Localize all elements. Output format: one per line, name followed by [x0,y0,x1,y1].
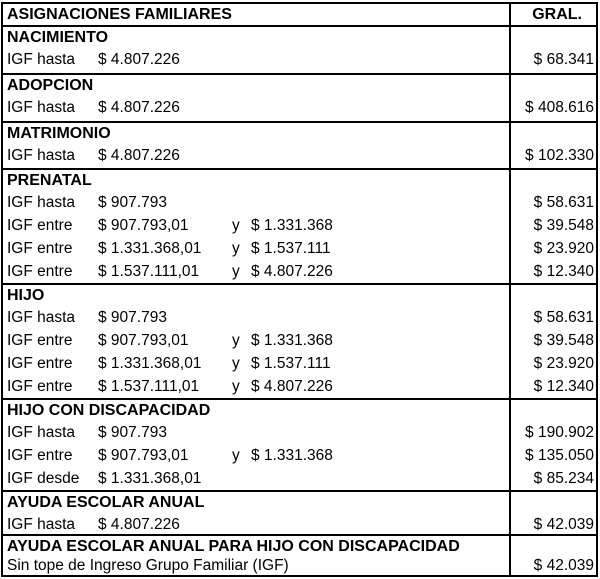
section-label: ADOPCION [7,76,94,94]
row-value-to: $ 1.331.368 [251,447,333,465]
row-label: IGF hasta [7,309,76,327]
row-amount: $ 39.548 [533,332,594,350]
row-value-from: $ 1.331.368,01 [98,469,202,487]
row-label: IGF entre [7,262,73,280]
row-amount: $ 12.340 [533,262,594,280]
row-value-from: $ 4.807.226 [98,147,180,165]
section-label: MATRIMONIO [7,124,111,142]
row-label: IGF hasta [7,194,76,212]
row-amount: $ 102.330 [525,147,594,165]
row-label: IGF entre [7,377,73,395]
row-value-to: $ 1.537.111 [251,239,331,257]
row-label: IGF entre [7,354,73,372]
row-connector: y [232,262,240,280]
row-value-to: $ 1.331.368 [251,217,333,235]
row-value-from: $ 4.807.226 [98,51,180,69]
asignaciones-table [1,2,598,577]
row-value-to: $ 4.807.226 [251,377,333,395]
row-value-from: $ 907.793 [98,309,167,327]
section-label: HIJO [7,286,45,304]
row-amount: $ 408.616 [525,99,594,117]
row-label: IGF desde [7,469,80,487]
row-amount: $ 39.548 [533,217,594,235]
row-amount: $ 42.039 [533,516,594,534]
row-value-to: $ 1.331.368 [251,332,333,350]
row-connector: y [232,447,240,465]
row-value-from: $ 1.537.111,01 [98,262,200,280]
section-divider [3,168,596,170]
row-value-from: $ 907.793,01 [98,447,189,465]
row-amount: $ 135.050 [525,447,594,465]
row-amount: $ 58.631 [533,194,594,212]
row-value-from: $ 4.807.226 [98,99,180,117]
row-value-from: $ 4.807.226 [98,516,180,534]
row-value-from: $ 907.793 [98,194,167,212]
section-label: AYUDA ESCOLAR ANUAL [7,493,205,511]
row-value-from: $ 907.793,01 [98,332,189,350]
row-label: Sin tope de Ingreso Grupo Familiar (IGF) [7,557,289,575]
row-connector: y [232,217,240,235]
row-amount: $ 23.920 [533,354,594,372]
row-amount: $ 58.631 [533,309,594,327]
row-value-from: $ 1.537.111,01 [98,377,200,395]
section-label: HIJO CON DISCAPACIDAD [7,401,211,419]
row-value-to: $ 1.537.111 [251,354,331,372]
section-label: AYUDA ESCOLAR ANUAL PARA HIJO CON DISCAPACIDAD [7,537,460,555]
row-label: IGF hasta [7,424,76,442]
column-header-gral: GRAL. [532,6,582,23]
row-amount: $ 12.340 [533,377,594,395]
row-connector: y [232,332,240,350]
row-label: IGF hasta [7,147,76,165]
row-label: IGF entre [7,332,73,350]
row-connector: y [232,377,240,395]
row-amount: $ 85.234 [533,469,594,487]
row-label: IGF entre [7,239,73,257]
row-value-from: $ 1.331.368,01 [98,354,202,372]
row-amount: $ 68.341 [533,51,594,69]
section-label: PRENATAL [7,171,92,189]
row-amount: $ 23.920 [533,239,594,257]
row-label: IGF entre [7,217,73,235]
row-amount: $ 190.902 [525,424,594,442]
row-label: IGF hasta [7,99,76,117]
row-label: IGF entre [7,447,73,465]
row-label: IGF hasta [7,516,76,534]
table-title: ASIGNACIONES FAMILIARES [7,6,232,23]
row-connector: y [232,239,240,257]
section-label: NACIMIENTO [7,28,109,46]
row-value-to: $ 4.807.226 [251,262,333,280]
section-divider [3,283,596,285]
row-amount: $ 42.039 [533,557,594,575]
row-label: IGF hasta [7,51,76,69]
row-value-from: $ 907.793 [98,424,167,442]
row-value-from: $ 1.331.368,01 [98,239,202,257]
row-value-from: $ 907.793,01 [98,217,189,235]
row-connector: y [232,354,240,372]
